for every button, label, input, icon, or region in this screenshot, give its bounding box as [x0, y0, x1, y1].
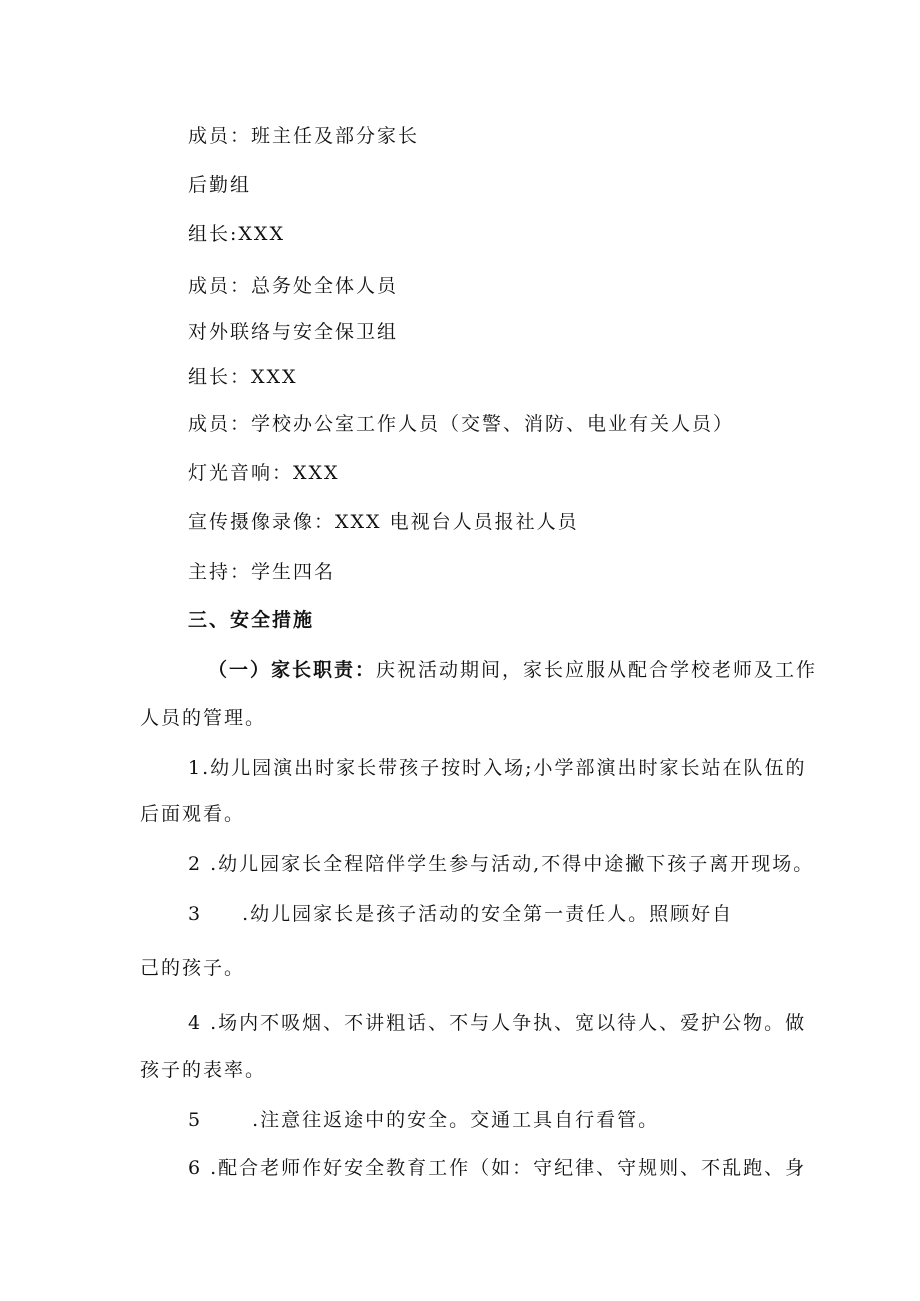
rule-1: 1.幼儿园演出时家长带孩子按时入场;小学部演出时家长站在队伍的: [188, 757, 807, 779]
rule-1-continued: 后面观看。: [140, 803, 246, 825]
rule-4: 4 .场内不吸烟、不讲粗话、不与人争执、宽以待人、爱护公物。做: [188, 1012, 807, 1034]
lighting-sound: 灯光音响：XXX: [188, 462, 340, 484]
logistics-members: 成员：总务处全体人员: [188, 275, 399, 297]
members-class-teachers: 成员：班主任及部分家长: [188, 125, 420, 147]
liaison-security-group-heading: 对外联络与安全保卫组: [188, 321, 399, 343]
logistics-leader: 组长:XXX: [188, 223, 285, 245]
liaison-leader: 组长：XXX: [188, 366, 298, 388]
parent-duties-text: 庆祝活动期间，家长应服从配合学校老师及工作: [376, 659, 818, 681]
rule-5: [188, 1108, 659, 1132]
rule-5-text: .注意往返途中的安全。交通工具自行看管。: [252, 1109, 660, 1131]
rule-3-number: 3: [188, 903, 203, 925]
rule-3-text: .幼儿园家长是孩子活动的安全第一责任人。照顾好自: [242, 903, 734, 925]
hosts: 主持：学生四名: [188, 561, 336, 583]
rule-5-number: 5: [188, 1109, 203, 1131]
rule-3-continued: 己的孩子。: [140, 957, 246, 979]
parent-duties-paragraph: [208, 658, 817, 682]
parent-duties-label: （一）家长职责：: [208, 659, 377, 681]
liaison-members: 成员：学校办公室工作人员（交警、消防、电业有关人员）: [188, 413, 735, 435]
rule-3: [188, 902, 733, 926]
rule-4-continued: 孩子的表率。: [140, 1059, 267, 1081]
logistics-group-heading: 后勤组: [188, 174, 252, 196]
rule-6: 6 .配合老师作好安全教育工作（如：守纪律、守规则、不乱跑、身: [188, 1157, 807, 1179]
publicity-video: 宣传摄像录像：XXX 电视台人员报社人员: [188, 511, 579, 533]
section-heading-safety-measures: 三、安全措施: [188, 609, 315, 631]
parent-duties-continued: 人员的管理。: [140, 707, 267, 729]
rule-2: 2 .幼儿园家长全程陪伴学生参与活动,不得中途撇下孩子离开现场。: [188, 853, 815, 875]
